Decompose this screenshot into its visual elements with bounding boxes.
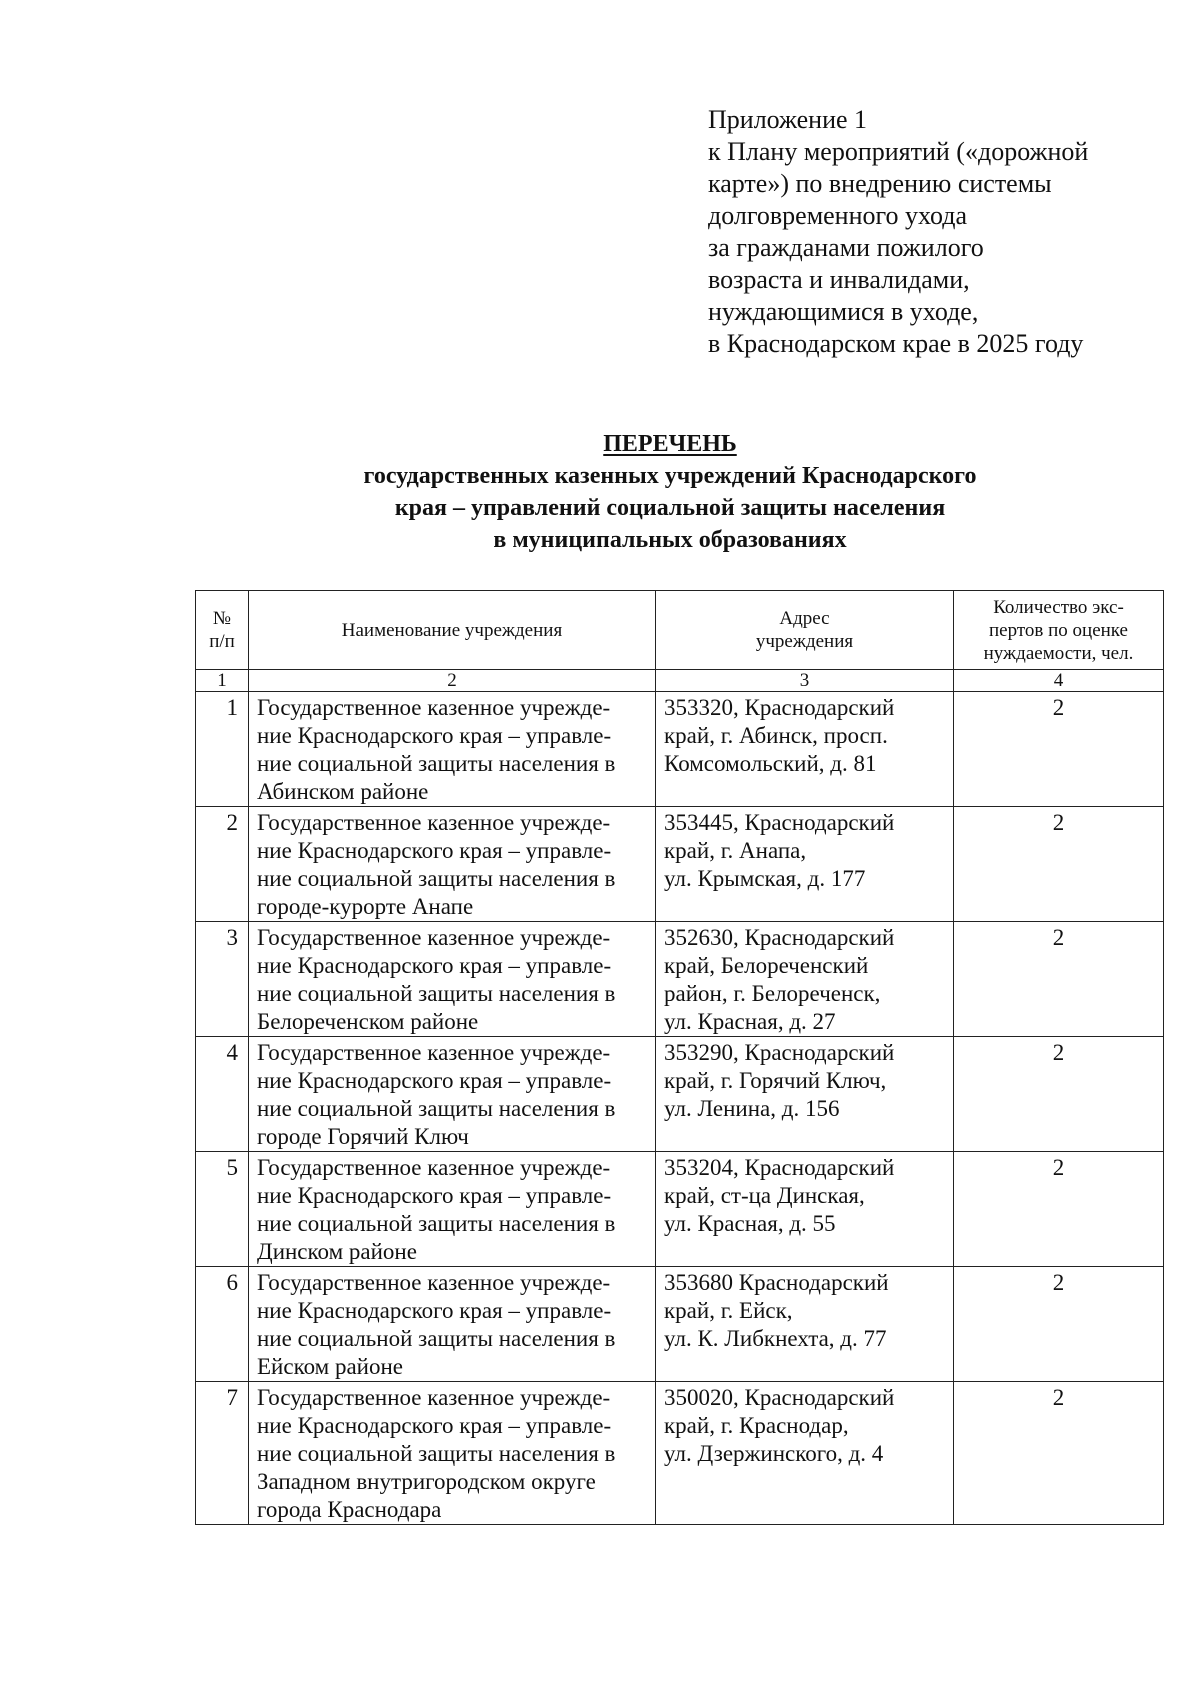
address-line: ул. Крымская, д. 177	[664, 866, 866, 891]
institution-name-line: ние социальной защиты населения в	[257, 866, 616, 891]
table-header-row	[196, 591, 1164, 670]
address-line: ул. Красная, д. 27	[664, 1009, 836, 1034]
institution-name-line: города Краснодара	[257, 1497, 442, 1522]
table-row	[196, 692, 1164, 807]
address-line: край, г. Ейск,	[664, 1298, 793, 1323]
institution-name-line: ние социальной защиты населения в	[257, 1211, 616, 1236]
table-row	[196, 1267, 1164, 1382]
institution-name-line: ние социальной защиты населения в	[257, 751, 616, 776]
appendix-line: к Плану мероприятий («дорожной	[708, 137, 1089, 166]
institution-name-line: ние Краснодарского края – управле-	[257, 838, 612, 863]
institution-address	[656, 692, 954, 807]
header-text: Адрес	[779, 608, 830, 629]
institution-name-line: ние социальной защиты населения в	[257, 981, 616, 1006]
address-line: край, г. Краснодар,	[664, 1413, 849, 1438]
institution-name-line: ние Краснодарского края – управле-	[257, 1183, 612, 1208]
institution-name-line: Государственное казенное учрежде-	[257, 925, 611, 950]
header-text: №	[212, 608, 232, 629]
title-line: государственных казенных учреждений Краснодарского	[363, 463, 977, 489]
institution-name-line: Абинском районе	[257, 779, 429, 804]
expert-count: 2	[954, 1152, 1164, 1267]
table-row	[196, 1152, 1164, 1267]
institution-name-line: Государственное казенное учрежде-	[257, 1155, 611, 1180]
expert-count: 2	[954, 1382, 1164, 1525]
header-text: Наименование учреждения	[341, 619, 563, 641]
institution-name-line: Западном внутригородском округе	[257, 1469, 596, 1494]
institution-name	[249, 922, 656, 1037]
address-line: 353445, Краснодарский	[664, 810, 895, 835]
header-text: пертов по оценке	[988, 619, 1128, 641]
institutions-table	[195, 590, 1164, 1525]
table-body	[196, 692, 1164, 1525]
institution-address	[656, 1152, 954, 1267]
header-text: Количество экс-	[993, 596, 1124, 618]
column-index: 1	[196, 670, 249, 692]
institution-name-line: ние Краснодарского края – управле-	[257, 1068, 612, 1093]
row-number: 4	[196, 1037, 249, 1152]
appendix-line: в Краснодарском крае в 2025 году	[708, 329, 1084, 358]
column-index: 4	[954, 670, 1164, 692]
address-line: ул. Красная, д. 55	[664, 1211, 836, 1236]
institution-name-line: Государственное казенное учрежде-	[257, 695, 611, 720]
institution-name-line: ние Краснодарского края – управле-	[257, 723, 612, 748]
appendix-line: возраста и инвалидами,	[708, 265, 970, 294]
institution-name-line: ние социальной защиты населения в	[257, 1096, 616, 1121]
row-number: 5	[196, 1152, 249, 1267]
institution-name-line: ние Краснодарского края – управле-	[257, 1298, 612, 1323]
address-line: край, г. Анапа,	[664, 838, 807, 863]
institution-name	[249, 1152, 656, 1267]
address-line: край, г. Горячий Ключ,	[664, 1068, 887, 1093]
expert-count: 2	[954, 807, 1164, 922]
address-line: край, г. Абинск, просп.	[664, 723, 888, 748]
row-number: 6	[196, 1267, 249, 1382]
address-line: Комсомольский, д. 81	[664, 751, 877, 776]
institution-name-line: ние социальной защиты населения в	[257, 1326, 616, 1351]
title-main: ПЕРЕЧЕНЬ	[603, 431, 737, 457]
address-line: 352630, Краснодарский	[664, 925, 895, 950]
column-index-row	[196, 670, 1164, 692]
expert-count: 2	[954, 922, 1164, 1037]
institution-name-line: городе-курорте Анапе	[257, 894, 474, 919]
header-count	[954, 591, 1164, 670]
table-row	[196, 807, 1164, 922]
column-index: 3	[656, 670, 954, 692]
header-text: нуждаемости, чел.	[983, 642, 1134, 664]
institution-address	[656, 922, 954, 1037]
document-title	[180, 428, 1160, 556]
row-number: 7	[196, 1382, 249, 1525]
appendix-line: за гражданами пожилого	[708, 233, 984, 262]
address-line: ул. Дзержинского, д. 4	[664, 1441, 884, 1466]
header-num	[196, 591, 249, 670]
column-index: 2	[249, 670, 656, 692]
address-line: 353204, Краснодарский	[664, 1155, 895, 1180]
institution-name-line: ние Краснодарского края – управле-	[257, 1413, 612, 1438]
header-text: п/п	[209, 631, 235, 652]
row-number: 1	[196, 692, 249, 807]
appendix-note	[708, 104, 1178, 360]
appendix-line: карте») по внедрению системы	[708, 169, 1052, 198]
table-row	[196, 1037, 1164, 1152]
title-line: в муниципальных образованиях	[493, 527, 847, 553]
institution-name-line: городе Горячий Ключ	[257, 1124, 469, 1149]
institution-name	[249, 1037, 656, 1152]
institution-name	[249, 692, 656, 807]
table-row	[196, 922, 1164, 1037]
expert-count: 2	[954, 692, 1164, 807]
institution-name	[249, 1267, 656, 1382]
institution-address	[656, 807, 954, 922]
row-number: 2	[196, 807, 249, 922]
institution-name	[249, 807, 656, 922]
header-name	[249, 591, 656, 670]
title-line: края – управлений социальной защиты населения	[394, 495, 946, 521]
institution-name-line: Государственное казенное учрежде-	[257, 1385, 611, 1410]
address-line: край, Белореченский	[664, 953, 869, 978]
address-line: 350020, Краснодарский	[664, 1385, 895, 1410]
institution-address	[656, 1382, 954, 1525]
appendix-line: долговременного ухода	[708, 201, 968, 230]
header-address	[656, 591, 954, 670]
address-line: 353320, Краснодарский	[664, 695, 895, 720]
institution-name-line: Государственное казенное учрежде-	[257, 1270, 611, 1295]
institution-address	[656, 1037, 954, 1152]
institution-name	[249, 1382, 656, 1525]
address-line: ул. Ленина, д. 156	[664, 1096, 840, 1121]
address-line: край, ст-ца Динская,	[664, 1183, 865, 1208]
address-line: 353290, Краснодарский	[664, 1040, 895, 1065]
address-line: ул. К. Либкнехта, д. 77	[664, 1326, 887, 1351]
institution-name-line: ние социальной защиты населения в	[257, 1441, 616, 1466]
institution-name-line: Государственное казенное учрежде-	[257, 810, 611, 835]
appendix-line: Приложение 1	[708, 105, 868, 134]
header-text: учреждения	[755, 631, 854, 652]
address-line: 353680 Краснодарский	[664, 1270, 889, 1295]
table-row	[196, 1382, 1164, 1525]
address-line: район, г. Белореченск,	[664, 981, 881, 1006]
institution-name-line: Ейском районе	[257, 1354, 403, 1379]
institution-name-line: Государственное казенное учрежде-	[257, 1040, 611, 1065]
appendix-line: нуждающимися в уходе,	[708, 297, 979, 326]
row-number: 3	[196, 922, 249, 1037]
expert-count: 2	[954, 1037, 1164, 1152]
expert-count: 2	[954, 1267, 1164, 1382]
institution-name-line: Динском районе	[257, 1239, 417, 1264]
institution-address	[656, 1267, 954, 1382]
institution-name-line: Белореченском районе	[257, 1009, 479, 1034]
institution-name-line: ние Краснодарского края – управле-	[257, 953, 612, 978]
